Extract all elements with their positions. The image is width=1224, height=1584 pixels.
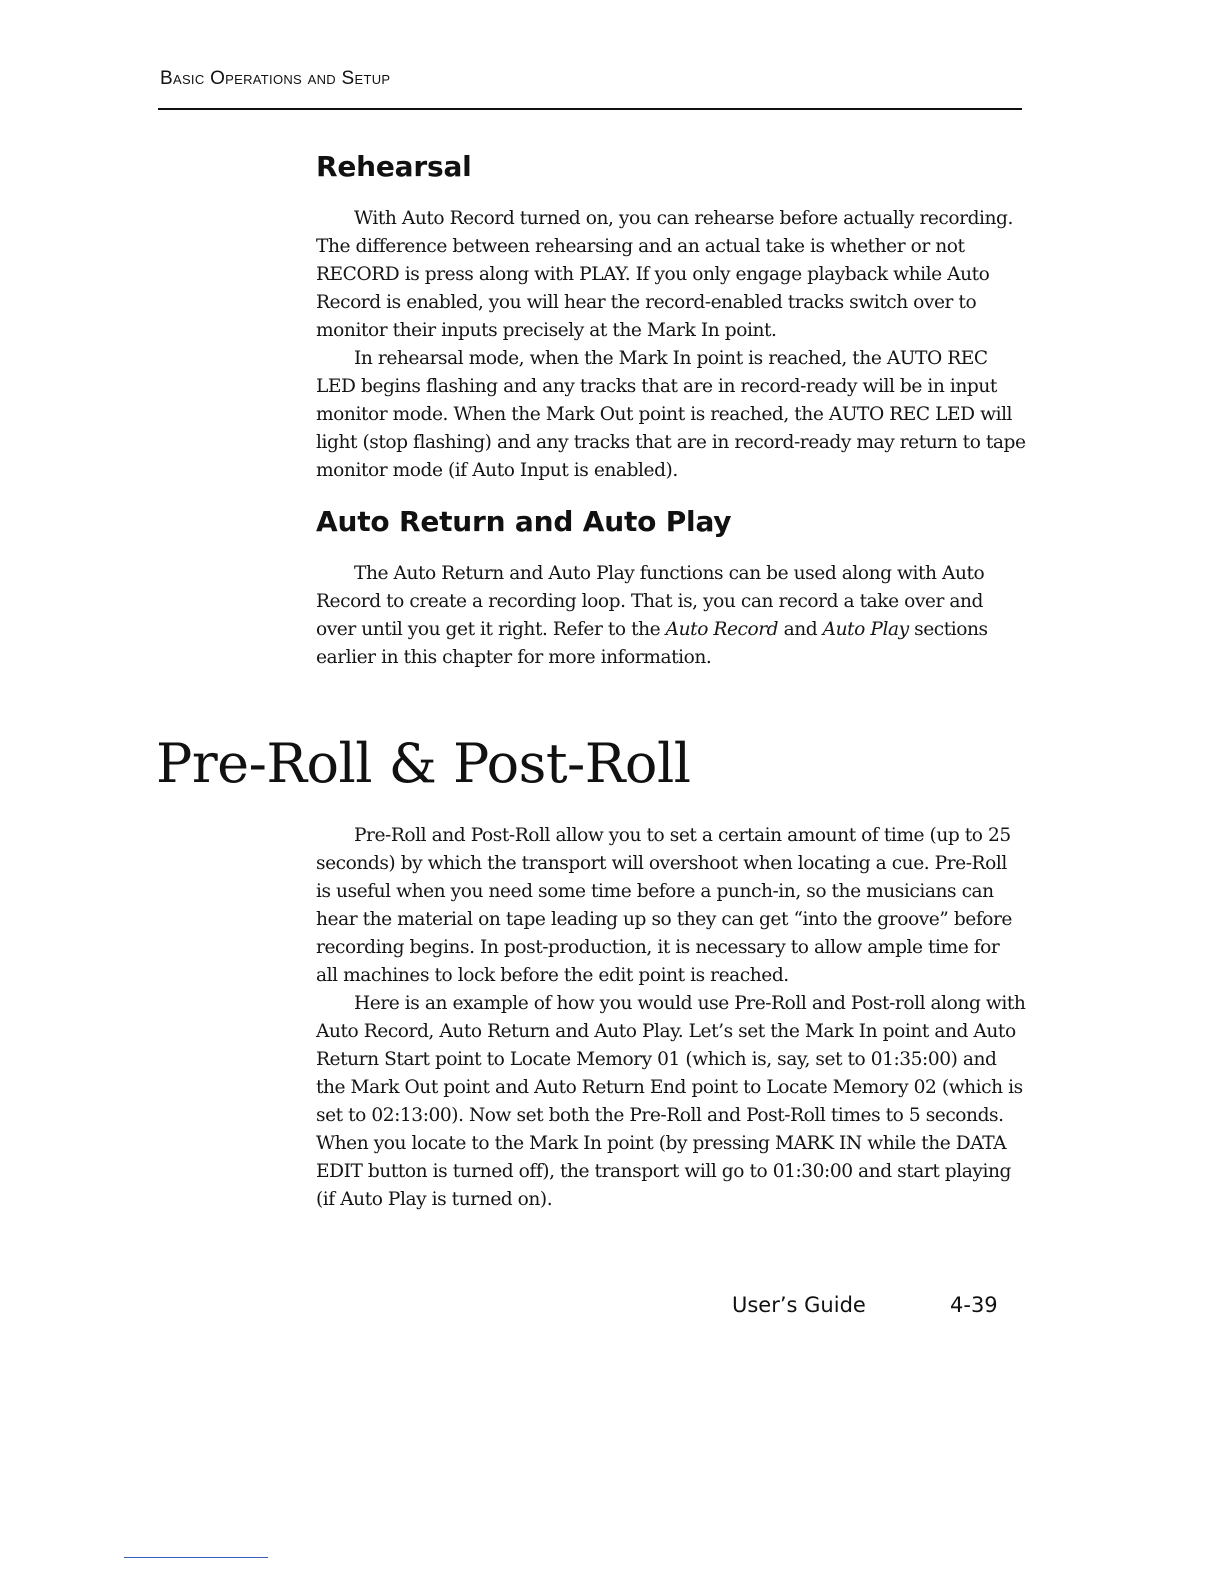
header-rule (158, 108, 1022, 110)
rehearsal-paragraph-2: In rehearsal mode, when the Mark In point is reached, the AUTO REC LED begins flashing and any tracks that are in record-ready will be in input monitor mode. When the Mark Out point is reached, the AUTO REC LED will light (stop flashing) and any tracks that are in record-ready may return to tape monitor mode (if Auto Input is enabled). (316, 348, 1026, 481)
preroll-paragraph-1: Pre-Roll and Post-Roll allow you to set a certain amount of time (up to 25 seconds) by which the transport will overshoot when locating a cue. Pre-Roll is useful when you need some time before a punch-in, so the musicians can hear the material on tape leading up so they can get “into the groove” before recording begins. In post-production, it is necessary to allow ample time for all machines to lock before the edit point is reached. (316, 825, 1012, 986)
rehearsal-paragraph-1: With Auto Record turned on, you can rehearse before actually recording. The difference between rehearsing and an actual take is whether or not RECORD is press along with PLAY. If you only engage playback while Auto Record is enabled, you will hear the record-enabled tracks switch over to monitor their inputs precisely at the Mark In point. (316, 208, 1013, 341)
running-head: Basic Operations and Setup (160, 68, 391, 89)
auto-return-text-a: The Auto Return and Auto Play functions can be used along with Auto Record to create a recording loop. That is, you can record a take over and over until you get it right. Refer to the (316, 563, 985, 640)
footer-guide-title: User’s Guide (732, 1293, 866, 1317)
rehearsal-heading: Rehearsal (316, 150, 472, 183)
auto-play-reference: Auto Play (822, 619, 909, 640)
rehearsal-section (316, 150, 1026, 672)
preroll-title: Pre-Roll & Post-Roll (156, 732, 691, 795)
preroll-paragraph-2: Here is an example of how you would use Pre-Roll and Post-roll along with Auto Record, Auto Return and Auto Play. Let’s set the Mark In point and Auto Return Start point to Locate Memory 01 (which is, say, set to 01:35:00) and the Mark Out point and Auto Return End point to Locate Memory 02 (which is set to 02:13:00). Now set both the Pre-Roll and Post-Roll times to 5 seconds. When you locate to the Mark In point (by pressing MARK IN while the DATA EDIT button is turned off), the transport will go to 01:30:00 and start playing (if Auto Play is turned on). (316, 993, 1026, 1210)
auto-record-reference: Auto Record (665, 619, 779, 640)
auto-return-heading: Auto Return and Auto Play (316, 505, 732, 538)
preroll-section (316, 822, 1026, 1214)
auto-return-text-b: and (778, 619, 823, 640)
page-number: 4-39 (950, 1293, 998, 1317)
auto-return-text-c: sections earlier in this chapter for more information. (316, 619, 988, 668)
footer-rule (124, 1557, 268, 1558)
auto-return-paragraph (316, 560, 1026, 672)
